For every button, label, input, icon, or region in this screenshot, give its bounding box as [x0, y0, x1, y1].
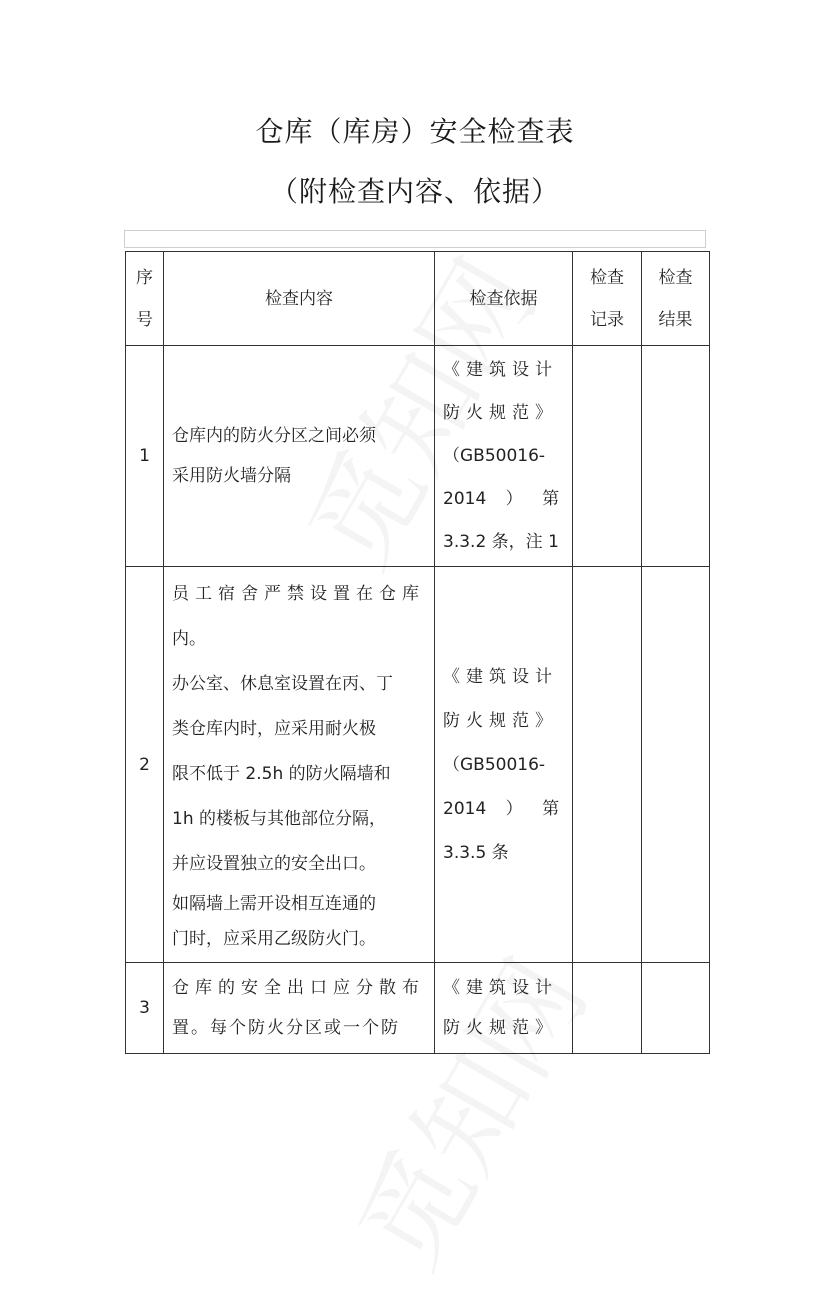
table-row [126, 346, 710, 567]
document-subtitle: （附检查内容、依据） [269, 175, 560, 208]
row-record-cell [573, 346, 642, 567]
table-row [126, 963, 710, 1054]
row-content: 员工宿舍严禁设置在仓库 内。 办公室、休息室设置在丙、丁 类仓库内时，应采用耐火极 限不低于 2.5h 的防火隔墙和 1h 的楼板与其他部位分隔， 并应设置独立的安全出口。 如隔墙上需开设相互连通的 门时，应采用乙级防火门。 [164, 567, 435, 963]
row-basis: 《建筑设计 防火规范》 [435, 963, 573, 1054]
row-record-cell [573, 963, 642, 1054]
table-header-row [126, 252, 710, 346]
row-number: 3 [126, 963, 164, 1054]
document-title: 仓库（库房）安全检查表 [255, 115, 575, 148]
row-result-cell [642, 963, 710, 1054]
header-record: 检查 记录 [573, 252, 642, 346]
header-result: 检查 结果 [642, 252, 710, 346]
row-result-cell [642, 346, 710, 567]
row-result-cell [642, 567, 710, 963]
row-number: 1 [126, 346, 164, 567]
table-row [126, 567, 710, 963]
header-spacer-box [124, 230, 706, 248]
row-basis: 《建筑设计 防火规范》 （GB50016- 2014 ） 第 3.3.2 条，注 1 [435, 346, 573, 567]
row-number: 2 [126, 567, 164, 963]
row-content: 仓库内的防火分区之间必须 采用防火墙分隔 [164, 346, 435, 567]
inspection-table [125, 251, 710, 1054]
row-content: 仓库的安全出口应分散布 置。每个防火分区或一个防 [164, 963, 435, 1054]
header-content: 检查内容 [164, 252, 435, 346]
header-number: 序 号 [126, 252, 164, 346]
row-basis: 《建筑设计 防火规范》 （GB50016- 2014 ） 第 3.3.5 条 [435, 567, 573, 963]
row-record-cell [573, 567, 642, 963]
header-basis: 检查依据 [435, 252, 573, 346]
